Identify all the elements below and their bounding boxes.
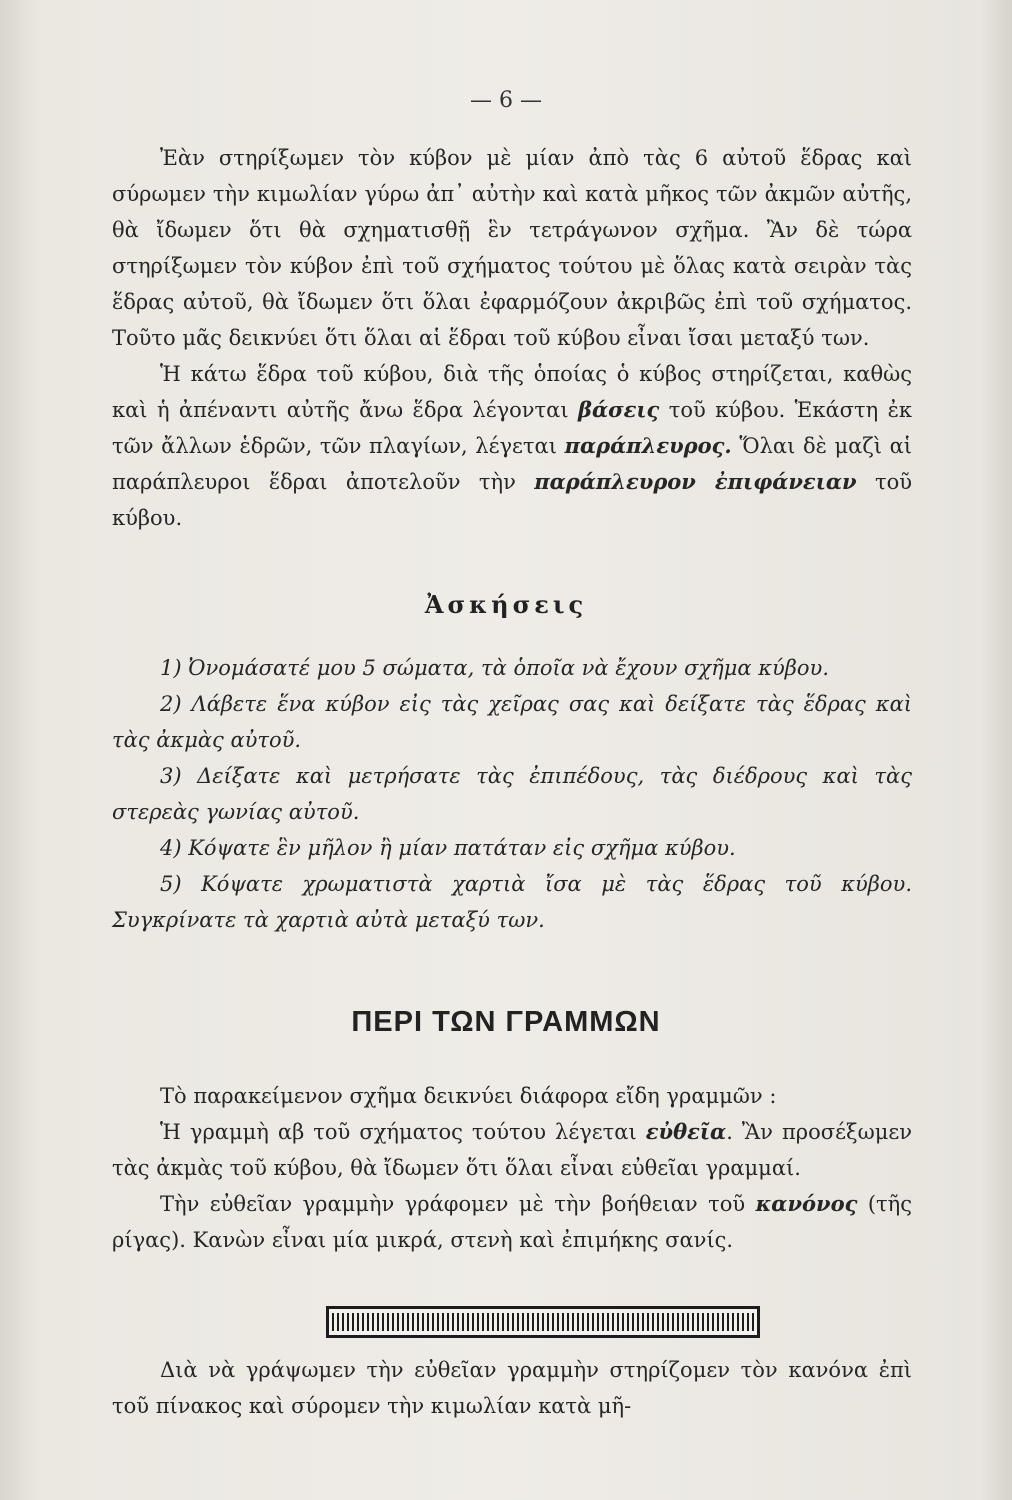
term-bases: βάσεις	[578, 397, 660, 422]
page-number: — 6 —	[470, 88, 542, 113]
exercise-item: 2) Λάβετε ἕνα κύβον εἰς τὰς χεῖρας σας καὶ δείξατε τὰς ἕδρας καὶ τὰς ἀκμὰς αὐτοῦ.	[112, 692, 912, 752]
term-lateral: παράπλευρος.	[564, 433, 732, 458]
lines-text	[112, 1078, 912, 1258]
intro-paragraph-2	[112, 356, 912, 536]
text-run: . Ἂν προσέξωμεν τὰς ἀκμὰς τοῦ κύβου, θὰ ἴδωμεν ὅτι ὅλαι εἶναι εὐθεῖαι γραμμαί.	[112, 1120, 912, 1180]
ruler-illustration	[326, 1306, 760, 1338]
lines-paragraph-1: Τὸ παρακείμενον σχῆμα δεικνύει διάφορα εἴδη γραμμῶν :	[160, 1084, 777, 1108]
text-run: Ἡ γραμμὴ αβ τοῦ σχήματος τούτου λέγεται	[160, 1120, 646, 1144]
intro-text	[112, 140, 912, 536]
intro-paragraph-1: Ἐὰν στηρίξωμεν τὸν κύβον μὲ μίαν ἀπὸ τὰς 6 αὐτοῦ ἕδρας καὶ σύρωμεν τὴν κιμωλίαν γύρω ἀπ᾽ αὐτὴν καὶ κατὰ μῆκος τῶν ἀκμῶν αὐτῆς, θὰ ἴδωμεν ὅτι θὰ σχηματισθῇ ἓν τετράγωνον σχῆμα. Ἂν δὲ τώρα στηρίξωμεν τὸν κύβον ἐπὶ τοῦ σχήματος τούτου μὲ ὅλας κατὰ σειρὰν τὰς ἕδρας αὐτοῦ, θὰ ἴδωμεν ὅτι ὅλαι ἐφαρμόζουν ἀκριβῶς ἐπὶ τοῦ σχήματος. Τοῦτο μᾶς δεικνύει ὅτι ὅλαι αἱ ἕδραι τοῦ κύβου εἶναι ἴσαι μεταξύ των.	[112, 146, 912, 350]
text-run: Τὴν εὐθεῖαν γραμμὴν γράφομεν μὲ τὴν βοήθειαν τοῦ	[160, 1192, 756, 1216]
exercises-list	[112, 650, 912, 938]
lines-paragraph-3	[112, 1186, 912, 1258]
ruler-markings	[332, 1313, 754, 1331]
text-run: τοῦ κύβου.	[112, 470, 912, 530]
text-run: τοῦ κύβου. Ἑκάστη ἐκ τῶν ἄλλων ἑδρῶν, τῶν πλαγίων, λέγεται	[112, 398, 912, 458]
text-run: Ἡ κάτω ἕδρα τοῦ κύβου, διὰ τῆς ὁποίας ὁ κύβος στηρίζεται, καθὼς καὶ ἡ ἀπέναντι αὐτῆς ἄνω ἕδρα λέγονται	[112, 362, 912, 422]
text-run: (τῆς ρίγας). Κανὼν εἶναι μία μικρά, στενὴ καὶ ἐπιμήκης σανίς.	[112, 1192, 912, 1252]
exercises-title: Ἀσκήσεις	[424, 590, 588, 619]
exercise-item: 3) Δείξατε καὶ μετρήσατε τὰς ἐπιπέδους, τὰς διέδρους καὶ τὰς στερεὰς γωνίας αὐτοῦ.	[112, 764, 912, 824]
exercise-item: 4) Κόψατε ἓν μῆλον ἢ μίαν πατάταν εἰς σχῆμα κύβου.	[160, 836, 736, 860]
section-heading: ΠΕΡΙ ΤΩΝ ΓΡΑΜΜΩΝ	[351, 1006, 661, 1038]
text-run: Ὅλαι δὲ μαζὶ αἱ παράπλευροι ἕδραι ἀποτελοῦν τὴν	[112, 434, 912, 494]
exercise-item: 5) Κόψατε χρωματιστὰ χαρτιὰ ἴσα μὲ τὰς ἕδρας τοῦ κύβου. Συγκρίνατε τὰ χαρτιὰ αὐτὰ μεταξύ των.	[112, 872, 912, 932]
term-ruler: κανόνος	[755, 1191, 858, 1216]
term-straight: εὐθεῖα	[645, 1119, 727, 1144]
lines-paragraph-2	[112, 1114, 912, 1186]
exercise-item: 1) Ὀνομάσατέ μου 5 σώματα, τὰ ὁποῖα νὰ ἔχουν σχῆμα κύβου.	[160, 656, 829, 680]
term-lateral-surface: παράπλευρον ἐπιφάνειαν	[534, 469, 857, 494]
lines-paragraph-4: Διὰ νὰ γράψωμεν τὴν εὐθεῖαν γραμμὴν στηρίζομεν τὸν κανόνα ἐπὶ τοῦ πίνακος καὶ σύρομεν τὴν κιμωλίαν κατὰ μῆ-	[112, 1358, 912, 1418]
lines-text-continued	[112, 1352, 912, 1424]
